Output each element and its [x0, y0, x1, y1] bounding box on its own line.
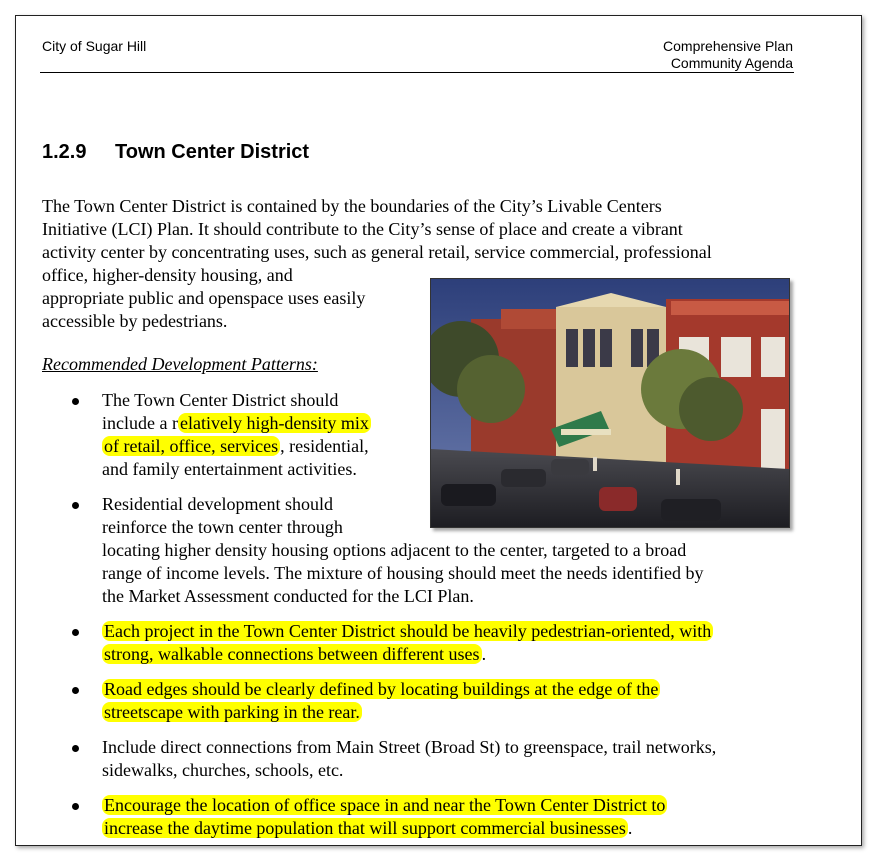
- list-line: [102, 435, 800, 458]
- header-plan-title: [663, 38, 793, 72]
- list-line: locating higher density housing options adjacent to the center, targeted to a broad: [102, 540, 687, 560]
- highlighted-text: elatively high-density mix: [179, 413, 369, 433]
- bullet-icon: [72, 629, 79, 636]
- section-heading: [42, 141, 309, 164]
- list-item: [0, 736, 800, 782]
- list-text: include a r: [102, 413, 178, 433]
- header-rule: [40, 72, 794, 73]
- list-text: , residential,: [280, 436, 369, 456]
- bullet-icon: [72, 398, 79, 405]
- highlighted-text: Road edges should be clearly defined by locating buildings at the edge of the: [104, 679, 659, 699]
- header-city-name: City of Sugar Hill: [42, 38, 147, 54]
- intro-line: office, higher-density housing, and: [42, 265, 293, 285]
- highlighted-text: of retail, office, services: [104, 436, 279, 456]
- header-plan-line1: Comprehensive Plan: [663, 38, 793, 54]
- list-item: [0, 794, 800, 840]
- section-number: 1.2.9: [42, 141, 87, 163]
- bullet-icon: [72, 687, 79, 694]
- list-line: reinforce the town center through: [102, 517, 343, 537]
- intro-line: accessible by pedestrians.: [42, 311, 228, 331]
- list-line: [102, 817, 800, 840]
- header-plan-line2: Community Agenda: [670, 55, 793, 71]
- list-item: [0, 389, 800, 481]
- list-line: [102, 701, 800, 724]
- list-item: [0, 678, 800, 724]
- highlighted-text: Encourage the location of office space in and near the Town Center District to: [104, 795, 666, 815]
- intro-line: Initiative (LCI) Plan. It should contribute to the City’s sense of place and create a vibrant: [42, 219, 683, 239]
- list-item: [0, 620, 800, 666]
- list-line: sidewalks, churches, schools, etc.: [102, 760, 344, 780]
- bullet-icon: [72, 803, 79, 810]
- list-text: .: [481, 644, 487, 664]
- highlighted-text: increase the daytime population that will support commercial businesses: [104, 818, 626, 838]
- bullet-icon: [72, 502, 79, 509]
- list-line: [102, 678, 800, 701]
- intro-line: activity center by concentrating uses, such as general retail, service commercial, professional: [42, 242, 712, 262]
- bullet-icon: [72, 745, 79, 752]
- list-line: The Town Center District should: [102, 390, 339, 410]
- list-line: [102, 643, 800, 666]
- list-line: Include direct connections from Main Street (Broad St) to greenspace, trail networks,: [102, 737, 717, 757]
- list-line: the Market Assessment conducted for the LCI Plan.: [102, 586, 474, 606]
- list-line: and family entertainment activities.: [102, 459, 357, 479]
- section-title: Town Center District: [115, 141, 310, 163]
- list-line: [102, 620, 800, 643]
- highlighted-text: strong, walkable connections between different uses: [104, 644, 480, 664]
- intro-line: appropriate public and openspace uses easily: [42, 288, 366, 308]
- highlighted-text: Each project in the Town Center District should be heavily pedestrian-oriented, with: [104, 621, 712, 641]
- list-text: .: [627, 818, 633, 838]
- intro-line: The Town Center District is contained by the boundaries of the City’s Livable Centers: [42, 196, 662, 216]
- list-item: [0, 493, 800, 608]
- list-line: [102, 794, 800, 817]
- highlighted-text: streetscape with parking in the rear.: [104, 702, 360, 722]
- recommendations-list: [0, 389, 800, 840]
- list-line: [102, 412, 800, 435]
- list-line: Residential development should: [102, 494, 333, 514]
- subsection-heading: Recommended Development Patterns:: [42, 354, 318, 374]
- list-line: range of income levels. The mixture of housing should meet the needs identified by: [102, 563, 704, 583]
